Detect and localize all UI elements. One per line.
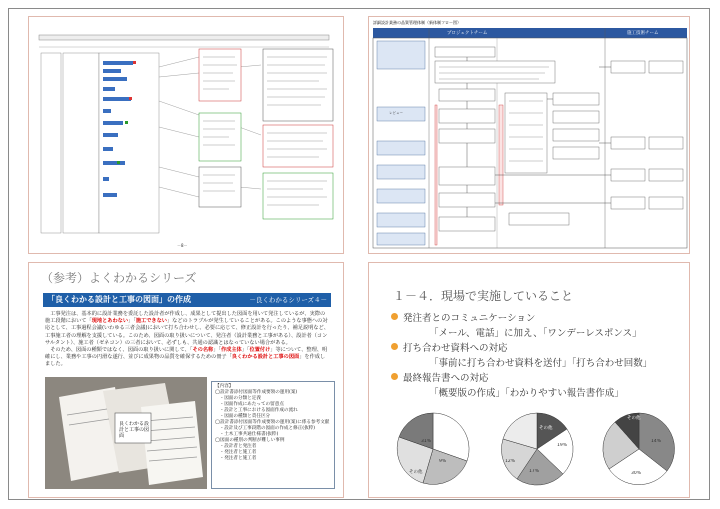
slide-field-practices	[368, 262, 690, 498]
pie-chart-1	[397, 413, 469, 484]
slide-quality-flow	[368, 16, 690, 254]
pie1-label: その他	[409, 470, 423, 475]
pie-charts	[387, 405, 687, 493]
practice-item: 発注者とのコミュニケーション	[403, 313, 536, 324]
pie-chart-2	[501, 413, 573, 485]
practice-detail: 「概要版の作成」「わかりやすい報告書作成」	[429, 388, 624, 399]
bullet-icon	[391, 343, 398, 350]
banner-series: －良くわかるシリーズ４－	[249, 296, 327, 304]
slide3-title: （参考）よくわかるシリーズ	[41, 271, 197, 285]
contents-heading: 【内容】	[215, 384, 234, 389]
contents-item: ・図面の種類と責任区分	[215, 414, 271, 419]
pie2-label: 12%	[505, 459, 516, 464]
contents-item: ・発注者と施工者	[215, 456, 257, 461]
contents-box	[211, 381, 335, 489]
slide2-figure	[369, 17, 690, 254]
contents-item: ・設計者と発注者	[215, 444, 257, 449]
slide2-review-label: レビュー	[389, 111, 403, 115]
booklet-photo	[45, 377, 207, 489]
slide2-title: 詳細設計業務の品質管理体制（新体制フロー図）	[373, 20, 461, 25]
contents-item: ・図面の分類と定義	[215, 396, 261, 401]
contents-item: ・土木工事共通仕様書(抜粋)	[215, 432, 279, 437]
slide2-header-left: プロジェクトチーム	[447, 31, 488, 36]
practice-item: 最終報告書への対応	[403, 373, 489, 384]
pie3-label: 30%	[631, 471, 642, 476]
slide-understand-series	[28, 262, 344, 498]
contents-item: ◯設計書添付図面等作成要領の運用(案)	[215, 390, 298, 395]
slide1-page-number: －8－	[177, 243, 188, 248]
contents-item: ・発注者と施工者	[215, 450, 257, 455]
pie3-label: その他	[627, 416, 641, 421]
slide2-header-right: 施工技術チーム	[627, 31, 659, 36]
pie2-label: その他	[539, 426, 553, 431]
slide3-body	[45, 311, 329, 369]
contents-item: ◯図面の種別の判断が難しい事例	[215, 438, 285, 443]
contents-item: ・設計と工事における図面作成の流れ	[215, 408, 298, 413]
contents-item: ・設計及び工事段階の図面の作成と修正(抜粋)	[215, 426, 316, 431]
body-paragraph-1: 工事発注は、基本的に設計業務を委託した設計者が作成し、成果として提出した図面を用いて発注しているが、実際の施工段階において「現地とあわない」「施工できない」などのトラブルが発生していることがある。このような事態への対応として、工事過程会議(いわゆる三者会議)において打ち合わせし、必要に応じて、修正設計を行ったり、補足説明など、工事施工者の理解を支援している。このため、図面の取り扱いについて、発注者（設計業務と工事がある）、設計者（コンサルタント）、施工者（ゼネコン）の三者において、必ずしも、共通の認識とはなっていない場合がある。	[45, 311, 329, 346]
practice-detail: 「事前に打ち合わせ資料を送付」「打ち合わせ回数」	[429, 358, 653, 369]
slide1-figure	[29, 17, 344, 254]
contents-item: ◯設計書添付図面等作成要領の運用(案)に係る参考文献	[215, 420, 330, 425]
pie2-label: 17%	[529, 469, 540, 474]
pie3-label: 14%	[651, 439, 662, 444]
pie2-label: 19%	[557, 443, 568, 448]
pie1-label: 31%	[421, 439, 432, 444]
practice-detail: 「メール、電話」に加え、「ワンデーレスポンス」	[429, 328, 642, 339]
body-paragraph-2: そのため、図面の種類ではなく、図面の取り扱いに関して、「その名称」「作成主体」「位置付け」等について、整理、明確にし、業務や工事の円滑な遂行、並びに成果物の品質を確保するための冊子「良くわかる設計と工事の図面」を作成しました。	[45, 347, 328, 368]
slide3-banner	[43, 293, 331, 307]
banner-title: 「良くわかる設計と工事の図面」の作成	[47, 295, 191, 304]
slide4-title: １－４．現場で実施していること	[393, 289, 574, 303]
pie1-label: 9%	[439, 459, 447, 464]
bullet-icon	[391, 313, 398, 320]
booklet-cover-title: 良くわかる設計と工事の図面	[119, 421, 149, 439]
slide-table-flow	[28, 16, 344, 254]
practice-item: 打ち合わせ資料への対応	[403, 343, 508, 354]
bullet-icon	[391, 373, 398, 380]
contents-item: ・図面作成にあたっての留意点	[215, 402, 284, 407]
